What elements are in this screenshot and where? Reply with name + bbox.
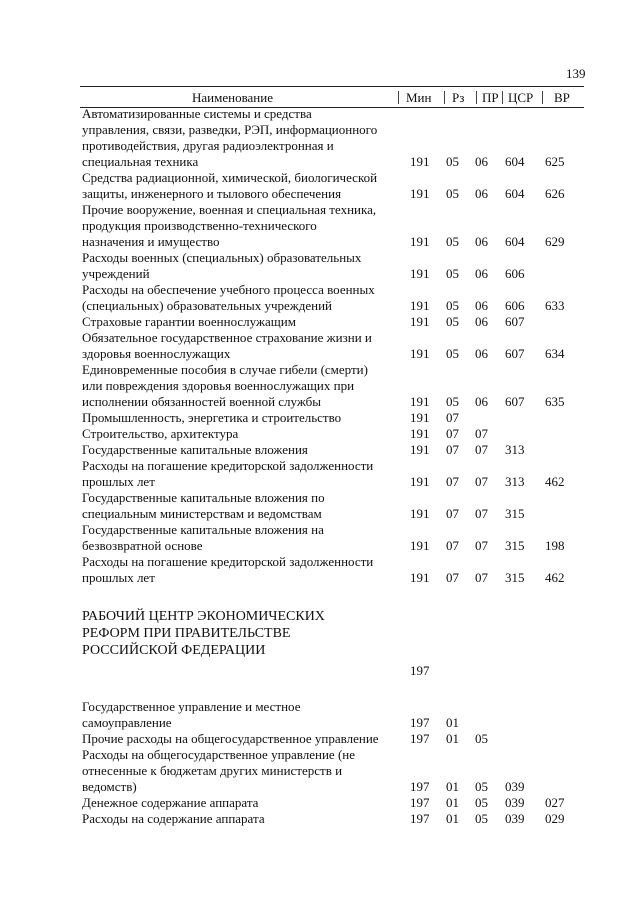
row-pr: 07 [475, 426, 488, 441]
row-name: Государственное управление и местное самоуправление [82, 699, 301, 730]
row-min: 191 [410, 442, 430, 457]
row-rz: 07 [446, 442, 459, 457]
table-row [0, 458, 640, 490]
row-min: 197 [410, 715, 430, 730]
table-row [0, 442, 640, 458]
row-rz: 05 [446, 266, 459, 281]
header-vr: ВР [554, 90, 570, 105]
header-separator [476, 91, 477, 104]
row-rz: 01 [446, 715, 459, 730]
row-min: 197 [410, 663, 430, 678]
row-csr: 313 [505, 474, 525, 489]
row-pr: 06 [475, 314, 488, 329]
row-csr: 604 [505, 186, 525, 201]
row-name: Государственные капитальные вложения по специальным министерствам и ведомствам [82, 490, 325, 521]
row-pr: 05 [475, 731, 488, 746]
row-pr: 05 [475, 779, 488, 794]
row-vr: 027 [545, 795, 565, 810]
row-rz: 05 [446, 154, 459, 169]
row-pr: 07 [475, 506, 488, 521]
organization-name: РАБОЧИЙ ЦЕНТР ЭКОНОМИЧЕСКИХ РЕФОРМ ПРИ ПРАВИТЕЛЬСТВЕ РОССИЙСКОЙ ФЕДЕРАЦИИ [82, 609, 325, 658]
row-vr: 625 [545, 154, 565, 169]
row-pr: 06 [475, 394, 488, 409]
row-name: Страховые гарантии военнослужащим [82, 314, 296, 329]
row-vr: 029 [545, 811, 565, 826]
table-row [0, 811, 640, 827]
row-name: Средства радиационной, химической, биологической защиты, инженерного и тылового обеспечения [82, 170, 378, 201]
row-pr: 06 [475, 346, 488, 361]
row-pr: 05 [475, 811, 488, 826]
row-csr: 039 [505, 779, 525, 794]
row-pr: 07 [475, 538, 488, 553]
row-min: 191 [410, 266, 430, 281]
table-row [0, 362, 640, 410]
row-vr: 626 [545, 186, 565, 201]
header-csr: ЦСР [508, 90, 534, 105]
row-rz: 07 [446, 506, 459, 521]
row-rz: 05 [446, 186, 459, 201]
row-name: Автоматизированные системы и средства управления, связи, разведки, РЭП, информационного противодействия, другая радиоэлектронная и специальная техника [82, 106, 378, 169]
row-min: 191 [410, 298, 430, 313]
table-row [0, 795, 640, 811]
row-rz: 07 [446, 426, 459, 441]
row-csr: 039 [505, 811, 525, 826]
row-name: Прочие расходы на общегосударственное управление [82, 731, 379, 746]
row-min: 197 [410, 811, 430, 826]
row-rz: 05 [446, 394, 459, 409]
header-pr: ПР [482, 90, 499, 105]
row-csr: 315 [505, 538, 525, 553]
table-row [0, 106, 640, 170]
row-min: 191 [410, 314, 430, 329]
row-pr: 06 [475, 234, 488, 249]
row-min: 191 [410, 154, 430, 169]
row-name: Государственные капитальные вложения на безвозвратной основе [82, 522, 324, 553]
row-rz: 01 [446, 811, 459, 826]
row-name: Расходы на содержание аппарата [82, 811, 265, 826]
row-pr: 06 [475, 186, 488, 201]
budget-table [0, 106, 640, 827]
header-min: Мин [406, 90, 432, 105]
row-csr: 606 [505, 298, 525, 313]
row-rz: 07 [446, 570, 459, 585]
row-min: 191 [410, 570, 430, 585]
table-row [0, 522, 640, 554]
row-min: 191 [410, 234, 430, 249]
row-name: Прочие вооружение, военная и специальная техника, продукция производственно-технического назначения и имущество [82, 202, 377, 249]
row-csr: 606 [505, 266, 525, 281]
row-rz: 05 [446, 234, 459, 249]
row-vr: 635 [545, 394, 565, 409]
table-header [80, 86, 584, 108]
header-name: Наименование [192, 90, 273, 105]
header-separator [502, 91, 503, 104]
table-row [0, 490, 640, 522]
row-pr: 07 [475, 570, 488, 585]
page-number: 139 [566, 66, 586, 81]
row-name: Единовременные пособия в случае гибели (смерти) или повреждения здоровья военнослужащих при исполнении обязанностей военной службы [82, 362, 368, 409]
row-rz: 01 [446, 731, 459, 746]
table-row [0, 330, 640, 362]
row-min: 191 [410, 186, 430, 201]
header-separator [398, 91, 399, 104]
table-row [0, 426, 640, 442]
table-row [0, 282, 640, 314]
row-name: Расходы на общегосударственное управление (не отнесенные к бюджетам других министерств и ведомств) [82, 747, 356, 794]
row-min: 191 [410, 394, 430, 409]
row-pr: 06 [475, 154, 488, 169]
row-name: Строительство, архитектура [82, 426, 239, 441]
row-name: Расходы военных (специальных) образовательных учреждений [82, 250, 362, 281]
row-rz: 01 [446, 795, 459, 810]
row-min: 191 [410, 474, 430, 489]
row-min: 191 [410, 506, 430, 521]
row-name: Обязательное государственное страхование жизни и здоровья военнослужащих [82, 330, 372, 361]
row-rz: 05 [446, 346, 459, 361]
row-csr: 039 [505, 795, 525, 810]
row-rz: 01 [446, 779, 459, 794]
row-vr: 629 [545, 234, 565, 249]
table-row [0, 170, 640, 202]
table-row [0, 731, 640, 747]
row-vr: 633 [545, 298, 565, 313]
row-pr: 07 [475, 474, 488, 489]
row-min: 191 [410, 426, 430, 441]
row-min: 191 [410, 346, 430, 361]
header-separator [444, 91, 445, 104]
table-row [0, 202, 640, 250]
row-rz: 07 [446, 410, 459, 425]
row-rz: 05 [446, 298, 459, 313]
row-name: Денежное содержание аппарата [82, 795, 259, 810]
table-row [0, 554, 640, 586]
row-min: 191 [410, 538, 430, 553]
row-csr: 607 [505, 314, 525, 329]
header-separator [542, 91, 543, 104]
row-csr: 607 [505, 394, 525, 409]
row-rz: 07 [446, 538, 459, 553]
row-pr: 07 [475, 442, 488, 457]
row-vr: 462 [545, 570, 565, 585]
row-pr: 06 [475, 266, 488, 281]
row-rz: 05 [446, 314, 459, 329]
row-name: Промышленность, энергетика и строительство [82, 410, 342, 425]
row-rz: 07 [446, 474, 459, 489]
header-rz: Рз [452, 90, 465, 105]
organization-row [0, 608, 640, 678]
table-row [0, 250, 640, 282]
table-row [0, 747, 640, 795]
row-min: 197 [410, 731, 430, 746]
row-csr: 607 [505, 346, 525, 361]
row-name: Государственные капитальные вложения [82, 442, 308, 457]
row-pr: 05 [475, 795, 488, 810]
row-name: Расходы на погашение кредиторской задолженности прошлых лет [82, 554, 374, 585]
table-row [0, 314, 640, 330]
row-vr: 198 [545, 538, 565, 553]
table-row [0, 699, 640, 731]
row-min: 191 [410, 410, 430, 425]
row-csr: 313 [505, 442, 525, 457]
row-name: Расходы на погашение кредиторской задолженности прошлых лет [82, 458, 374, 489]
row-csr: 315 [505, 506, 525, 521]
row-vr: 634 [545, 346, 565, 361]
row-csr: 315 [505, 570, 525, 585]
row-vr: 462 [545, 474, 565, 489]
row-name: Расходы на обеспечение учебного процесса военных (специальных) образовательных учреждений [82, 282, 375, 313]
table-row [0, 410, 640, 426]
row-min: 197 [410, 795, 430, 810]
row-min: 197 [410, 779, 430, 794]
row-csr: 604 [505, 234, 525, 249]
row-csr: 604 [505, 154, 525, 169]
row-pr: 06 [475, 298, 488, 313]
